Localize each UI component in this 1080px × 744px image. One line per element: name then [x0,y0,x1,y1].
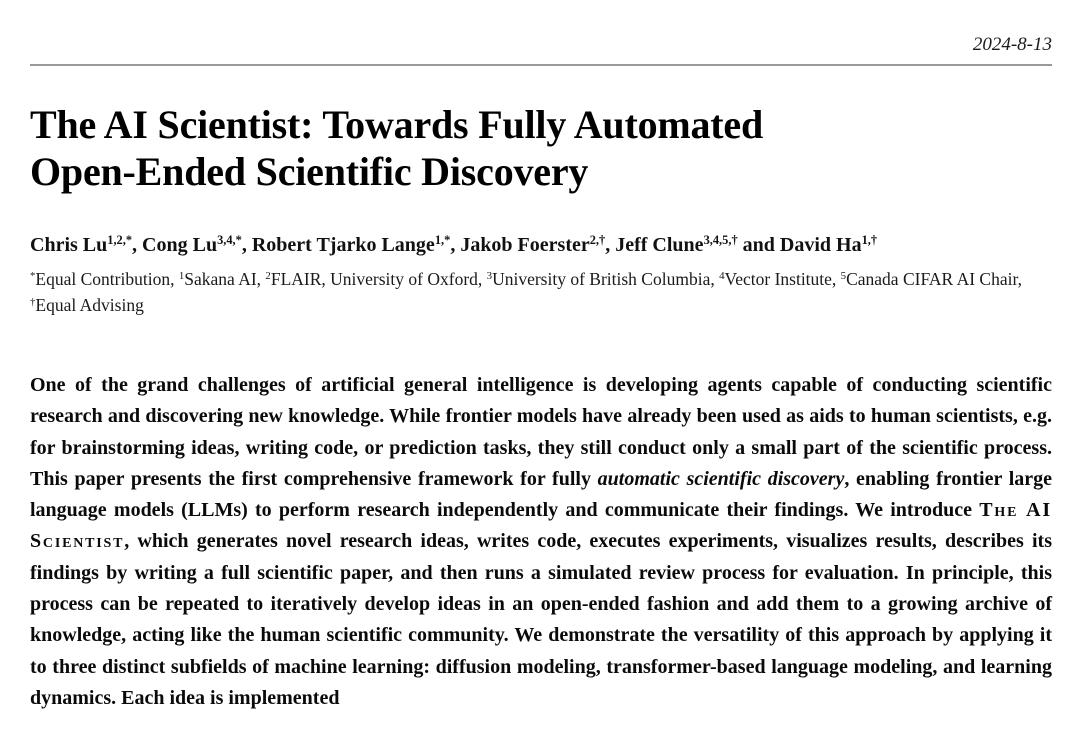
affil-text: Equal Advising [35,295,144,315]
abstract-text: , enabling frontier large language models (LLMs) to perform research independently and communicate their findings. We introduce [30,467,1053,522]
author-superscript: 1,* [434,233,451,248]
affil-marker: 3 [486,270,493,283]
author-superscript: 1,† [861,233,878,248]
affil-text: Sakana AI, [184,269,266,289]
paper-title [30,101,1052,195]
abstract-paragraph [30,370,1052,714]
affil-marker: 5 [840,270,847,283]
affil-text: Equal Contribution, [35,269,179,289]
affil-marker: 4 [719,270,725,283]
abstract-text: One of the grand challenges of artificial general intelligence is developing agents capable of conducting scientific research and discovering new knowledge. While frontier models have already been used as aids to human scientists, e.g. for brainstorming ideas, writing code, or prediction tasks, they still conduct only a small part of the scientific process. This paper presents the first comprehensive framework for fully [30,374,1052,490]
author-name: Cong Lu [142,234,218,256]
affil-marker: 2 [265,270,271,283]
author-superscript: 1,2,* [107,233,133,248]
paper-title-line-1: The AI Scientist: Towards Fully Automated [30,102,764,147]
author-name: Chris Lu [30,234,108,256]
author-name: Jakob Foerster [460,234,590,256]
author-superscript: 3,4,* [217,233,242,248]
affil-text: Canada CIFAR AI Chair, [846,269,1022,289]
affiliations [30,266,1052,318]
abstract-text: , which generates novel research ideas, writes code, executes experiments, visualizes results, describes its findings by writing a full scientific paper, and then runs a simulated review process for evaluation. In principle, this process can be repeated to iteratively develop ideas in an open-ended fashion and add them to a growing archive of knowledge, acting like the human scientific community. We demonstrate the versatility of this approach by applying it to three distinct subfields of machine learning: diffusion modeling, transformer-based language modeling, and learning dynamics. Each idea is implemented [30,530,1052,709]
affil-marker: 1 [178,270,185,283]
affil-text: Vector Institute, [724,269,841,289]
author-separator: , [132,234,143,256]
author-list [30,232,1052,258]
author-separator: , [241,234,252,256]
abstract-emphasis: automatic scientific discovery [597,467,845,490]
affil-text: FLAIR, University of Oxford, [270,269,487,289]
author-superscript: 3,4,5,† [703,233,738,248]
author-name: Robert Tjarko Lange [251,234,435,256]
affil-marker: * [30,270,36,283]
author-separator: and [737,234,780,256]
header-divider [30,64,1052,66]
paper-title-line-2: Open-Ended Scientific Discovery [30,149,589,194]
author-name: David Ha [779,234,862,256]
affil-marker: † [30,296,36,309]
paper-date: 2024-8-13 [972,34,1052,55]
affil-text: University of British Columbia, [492,269,720,289]
author-superscript: 2,† [589,233,606,248]
author-separator: , [450,234,461,256]
author-name: Jeff Clune [615,234,704,256]
abstract-system-name: The AI Scientist [30,499,1052,553]
author-separator: , [605,234,616,256]
